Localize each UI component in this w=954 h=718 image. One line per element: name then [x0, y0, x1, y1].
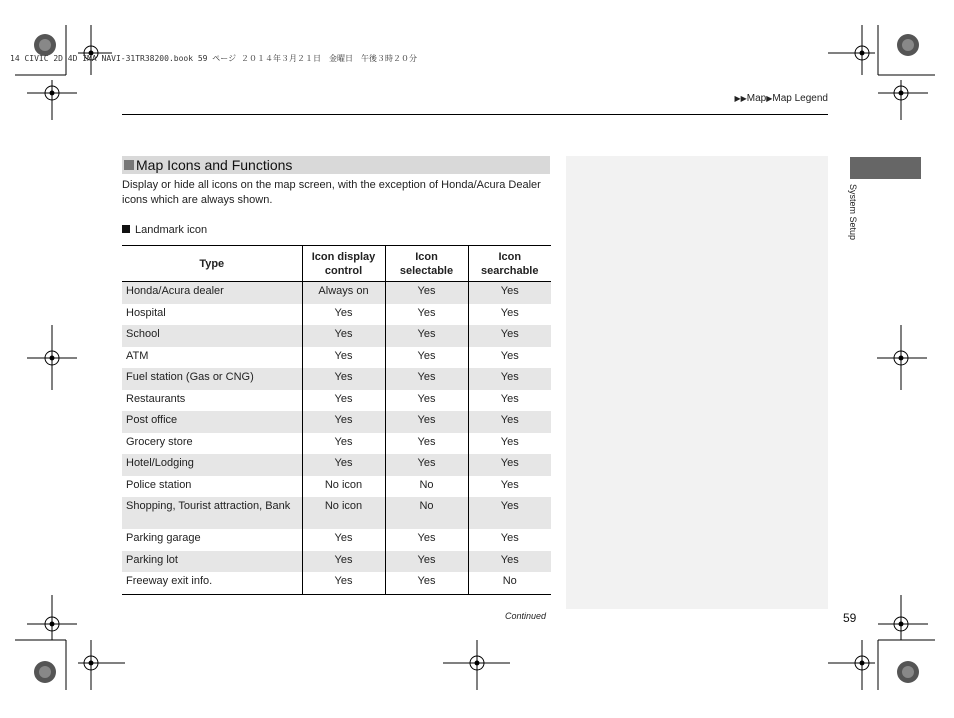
table-row — [122, 368, 551, 390]
cell-type: School — [122, 325, 302, 347]
cell-selectable: Yes — [385, 454, 468, 476]
cell-searchable: Yes — [468, 551, 551, 573]
cell-searchable: Yes — [468, 411, 551, 433]
cell-display-control: Yes — [302, 390, 385, 412]
table-row — [122, 572, 551, 594]
cell-searchable: Yes — [468, 529, 551, 551]
cell-searchable: Yes — [468, 347, 551, 369]
cell-searchable: Yes — [468, 433, 551, 455]
cell-type: Grocery store — [126, 435, 193, 448]
breadcrumb-arrows: ▶▶ — [734, 94, 747, 103]
chapter-tab — [850, 157, 921, 179]
cell-type: Honda/Acura dealer — [122, 282, 302, 304]
bullet-square-icon — [122, 225, 130, 233]
cell-display-control: Yes — [302, 454, 385, 476]
continued-note: Continued — [505, 611, 547, 621]
cell-selectable: Yes — [385, 304, 468, 326]
table-row — [122, 551, 551, 573]
cell-searchable: No — [468, 572, 551, 594]
cell-selectable: No — [385, 476, 468, 498]
table-row — [122, 476, 551, 498]
cell-searchable: Yes — [468, 454, 551, 476]
cell-type: Police station — [126, 478, 192, 491]
cell-type: Hotel/Lodging — [122, 454, 302, 476]
cell-searchable: Yes — [468, 476, 551, 498]
cell-selectable: Yes — [385, 572, 468, 594]
cell-display-control: Yes — [302, 347, 385, 369]
table-row — [122, 325, 551, 347]
subheading — [122, 224, 207, 236]
cell-searchable: Yes — [468, 390, 551, 412]
cell-type: Restaurants — [126, 392, 186, 405]
side-note-panel — [566, 156, 828, 609]
table-row — [122, 304, 551, 326]
cell-type: Hospital — [126, 306, 166, 319]
table-row — [122, 282, 551, 304]
cell-type: Freeway exit info. — [122, 572, 302, 594]
section-header — [122, 156, 550, 174]
cell-selectable: Yes — [385, 347, 468, 369]
cell-selectable: Yes — [385, 282, 468, 304]
cell-display-control: Yes — [302, 572, 385, 594]
table-row — [122, 433, 551, 455]
column-header-type: Type — [122, 246, 302, 282]
table-row — [122, 347, 551, 369]
cell-type: Shopping, Tourist attraction, Bank — [122, 497, 302, 529]
cell-searchable: Yes — [468, 325, 551, 347]
cell-type: Parking garage — [126, 532, 201, 544]
print-header: 14 CIVIC 2D 4D IMA NAVI-31TR38200.book 59 ページ ２０１４年３月２１日 金曜日 午後３時２０分 — [10, 54, 417, 63]
page-number: 59 — [843, 611, 857, 625]
cell-selectable: Yes — [385, 390, 468, 412]
cell-display-control: Yes — [302, 304, 385, 326]
header-rule — [122, 114, 828, 115]
table-row — [122, 411, 551, 433]
column-header-selectable: Icon selectable — [385, 246, 468, 282]
table-row — [122, 529, 551, 551]
cell-selectable: Yes — [385, 551, 468, 573]
cell-searchable: Yes — [468, 497, 551, 529]
cell-display-control: Always on — [302, 282, 385, 304]
table-row — [122, 497, 551, 529]
cell-type: Fuel station (Gas or CNG) — [122, 368, 302, 390]
cell-type: Post office — [122, 411, 302, 433]
cell-display-control: No icon — [302, 497, 385, 529]
cell-display-control: Yes — [302, 411, 385, 433]
breadcrumb-separator: ▶ — [766, 94, 773, 103]
cell-selectable: Yes — [385, 433, 468, 455]
cell-searchable: Yes — [468, 282, 551, 304]
cell-display-control: Yes — [302, 529, 385, 551]
table-header-row — [122, 246, 551, 282]
column-header-searchable: Icon searchable — [468, 246, 551, 282]
section-intro: Display or hide all icons on the map screen, with the exception of Honda/Acura Dealer icons which are always shown. — [122, 179, 541, 206]
cell-selectable: No — [385, 497, 468, 529]
cell-display-control: Yes — [302, 325, 385, 347]
cell-selectable: Yes — [385, 411, 468, 433]
cell-display-control: Yes — [302, 433, 385, 455]
table-row — [122, 454, 551, 476]
section-square-icon — [124, 160, 134, 170]
cell-type: ATM — [126, 349, 149, 362]
cell-type: Parking lot — [122, 551, 302, 573]
column-header-display-control: Icon display control — [302, 246, 385, 282]
breadcrumb — [734, 93, 828, 104]
breadcrumb-item-map[interactable]: Map — [746, 93, 767, 104]
cell-selectable: Yes — [385, 529, 468, 551]
cell-searchable: Yes — [468, 368, 551, 390]
cell-display-control: Yes — [302, 368, 385, 390]
cell-selectable: Yes — [385, 325, 468, 347]
landmark-icon-table — [122, 245, 551, 595]
breadcrumb-item-map-legend[interactable]: Map Legend — [772, 93, 828, 104]
cell-selectable: Yes — [385, 368, 468, 390]
table-row — [122, 390, 551, 412]
cell-display-control: Yes — [302, 551, 385, 573]
cell-display-control: No icon — [302, 476, 385, 498]
chapter-label: System Setup — [848, 184, 858, 241]
cell-searchable: Yes — [468, 304, 551, 326]
subheading-text: Landmark icon — [135, 224, 208, 236]
section-title: Map Icons and Functions — [136, 157, 293, 173]
